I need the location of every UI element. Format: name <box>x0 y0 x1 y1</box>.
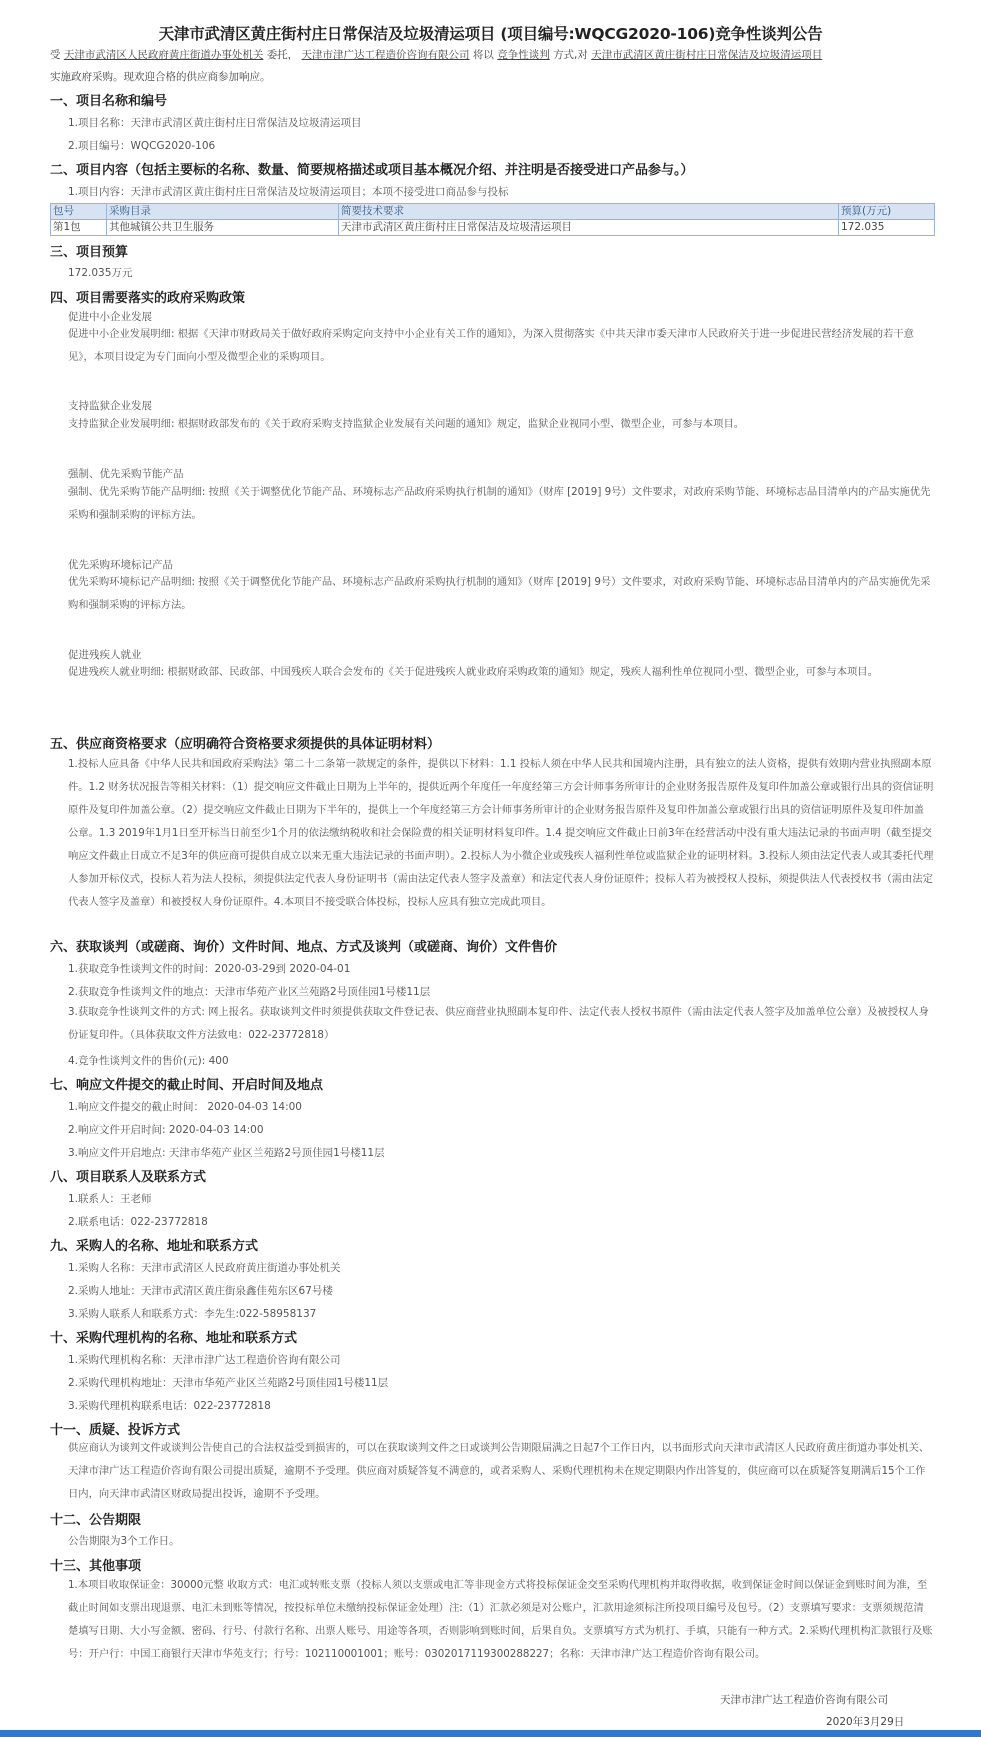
intro-text: 将以 <box>472 49 494 61</box>
package-table <box>50 203 935 236</box>
policy-title: 优先采购环境标记产品 <box>68 559 173 571</box>
agency-address: 2.采购代理机构地址：天津市华苑产业区兰苑路2号顶佳园1号楼11层 <box>68 1377 389 1389</box>
table-cell: 其他城镇公共卫生服务 <box>107 220 339 236</box>
section-12-heading: 十二、公告期限 <box>50 1513 142 1528</box>
deadline: 1.响应文件提交的截止时间： 2020-04-03 14:00 <box>68 1101 302 1113</box>
purchaser-contact: 3.采购人联系人和联系方式：李先生:022-58958137 <box>68 1308 317 1320</box>
table-header-cell: 简要技术要求 <box>339 204 839 220</box>
section-6-heading: 六、获取谈判（或磋商、询价）文件时间、地点、方式及谈判（或磋商、询价）文件售价 <box>50 940 558 955</box>
section-11-heading: 十一、质疑、投诉方式 <box>50 1423 181 1438</box>
section-1-heading: 一、项目名称和编号 <box>50 94 168 109</box>
section-10-heading: 十、采购代理机构的名称、地址和联系方式 <box>50 1331 298 1346</box>
table-cell: 172.035 <box>839 220 935 236</box>
doc-time: 1.获取竞争性谈判文件的时间：2020-03-29到 2020-04-01 <box>68 963 351 975</box>
table-header-cell: 预算(万元) <box>839 204 935 220</box>
notice-period: 公告期限为3个工作日。 <box>68 1535 180 1547</box>
qualification-text: 1.投标人应具备《中华人民共和国政府采购法》第二十二条第一款规定的条件，提供以下材料：1.1 投标人须在中华人民共和国境内注册，具有独立的法人资格，提供有效期内营业执照副本原件。1.2 财务状况报告等相关材料：（1）提交响应文件截止日期为上半年的，提供近两个年度任一年度经第三方会计师事务所审计的企业财务报告原件及复印件加盖公章或银行出具的资信证明原件及复印件加盖公章。（2）提交响应文件截止日期为下半年的，提供上一个年度经第三方会计师事务所审计的企业财务报告原件及复印件加盖公章或银行出具的资信证明原件及复印件加盖公章。1.3 2019年1月1日至开标当日前至少1个月的依法缴纳税收和社会保险费的相关证明材料复印件。1.4 提交响应文件截止日前3年在经营活动中没有重大违法记录的书面声明（截至提交响应文件截止日成立不足3年的供应商可提供自成立以来无重大违法记录的书面声明）。2.投标人为小微企业或残疾人福利性单位或监狱企业的证明材料。3.投标人须由法定代表人或其委托代理人参加开标仪式，投标人若为法人投标，须提供法定代表人身份证明书（需由法定代表人签字及盖章）和法定代表人身份证原件；投标人若为被授权人投标，须提供法人代表授权书（需由法定代表人签字及盖章）和被授权人身份证原件。4.本项目不接受联合体投标，投标人应具有独立完成此项目。 <box>68 758 934 908</box>
other-matters-text: 1.本项目收取保证金：30000元整 收取方式：电汇或转账支票（投标人须以支票或电汇等非现金方式将投标保证金交至采购代理机构并取得收据，收到保证金时间以保证金到账时间为准，至截止时间如支票出现退票、电汇未到账等情况，按投标单位未缴纳投标保证金处理）注:（1）汇款必须是对公账户，汇款用途须标注所投项目编号及包号。（2）支票填写要求：支票须规范清楚填写日期、大小写金额、密码、行号、付款行名称、出票人账号、用途等各项，否则影响到账时间，后果自负。支票填写方式为机打、手填，只能有一种方式。2.采购代理机构汇款银行及账号：开户行：中国工商银行天津市华苑支行；行号：102110001001；账号：0302017119300288227；名称：天津市津广达工程造价咨询有限公司。 <box>68 1579 933 1660</box>
project-name: 1.项目名称：天津市武清区黄庄街村庄日常保洁及垃圾清运项目 <box>68 117 362 129</box>
section-7-heading: 七、响应文件提交的截止时间、开启时间及地点 <box>50 1078 324 1093</box>
policy-text: 促进中小企业发展明细: 根据《天津市财政局关于做好政府采购定向支持中小企业有关工作的通知》，为深入贯彻落实《中共天津市委天津市人民政府关于进一步促进民营经济发展的若干意见》，本项目设定为专门面向小型及微型企业的采购项目。 <box>68 328 914 363</box>
section-4-heading: 四、项目需要落实的政府采购政策 <box>50 291 246 306</box>
purchaser-name: 1.采购人名称：天津市武清区人民政府黄庄街道办事处机关 <box>68 1262 341 1274</box>
intro-text: 委托， <box>266 49 299 61</box>
signature-company: 天津市津广达工程造价咨询有限公司 <box>720 1694 888 1706</box>
contact-phone: 2.联系电话：022-23772818 <box>68 1216 208 1228</box>
open-location: 3.响应文件开启地点: 天津市华苑产业区兰苑路2号顶佳园1号楼11层 <box>68 1147 385 1159</box>
intro-text: 受 <box>50 49 61 61</box>
doc-method: 3.获取竞争性谈判文件的方式: 网上报名。获取谈判文件时须提供获取文件登记表、供应商营业执照副本复印件、法定代表人授权书原件（需由法定代表人签字及加盖单位公章）及被授权人身份证复印件。（具体获取文件方法致电：022-23772818） <box>68 1006 929 1041</box>
policy-text: 强制、优先采购节能产品明细: 按照《关于调整优化节能产品、环境标志产品政府采购执行机制的通知》（财库 [2019] 9号）文件要求，对政府采购节能、环境标志品目清单内的产品实施优先采购和强制采购的评标方法。 <box>68 486 931 521</box>
section-8-heading: 八、项目联系人及联系方式 <box>50 1170 207 1185</box>
table-cell: 第1包 <box>51 220 107 236</box>
doc-price: 4.竞争性谈判文件的售价(元): 400 <box>68 1055 229 1067</box>
purchaser-address: 2.采购人地址：天津市武清区黄庄街泉鑫佳苑东区67号楼 <box>68 1285 333 1297</box>
signature-date: 2020年3月29日 <box>826 1716 905 1728</box>
table-cell: 天津市武清区黄庄街村庄日常保洁及垃圾清运项目 <box>339 220 839 236</box>
table-header-cell: 包号 <box>51 204 107 220</box>
intro-line-2: 实施政府采购。现欢迎合格的供应商参加响应。 <box>50 71 271 83</box>
intro-agency: 天津市津广达工程造价咨询有限公司 <box>301 49 470 61</box>
agency-name: 1.采购代理机构名称：天津市津广达工程造价咨询有限公司 <box>68 1354 341 1366</box>
policy-text: 优先采购环境标记产品明细: 按照《关于调整优化节能产品、环境标志产品政府采购执行机制的通知》（财库 [2019] 9号）文件要求，对政府采购节能、环境标志品目清单内的产品实施优先采购和强制采购的评标方法。 <box>68 576 931 611</box>
table-header-row <box>51 204 935 220</box>
policy-text: 支持监狱企业发展明细: 根据财政部发布的《关于政府采购支持监狱企业发展有关问题的通知》规定，监狱企业视同小型、微型企业，可参与本项目。 <box>68 418 745 430</box>
section-3-heading: 三、项目预算 <box>50 245 129 260</box>
table-header-cell: 采购目录 <box>107 204 339 220</box>
section-2-heading: 二、项目内容（包括主要标的名称、数量、简要规格描述或项目基本概况介绍、并注明是否接受进口产品参与。） <box>50 163 694 178</box>
project-code: 2.项目编号：WQCG2020-106 <box>68 140 216 152</box>
section-13-heading: 十三、其他事项 <box>50 1559 142 1574</box>
doc-location: 2.获取竞争性谈判文件的地点：天津市华苑产业区兰苑路2号顶佳园1号楼11层 <box>68 986 431 998</box>
page-title: 天津市武清区黄庄街村庄日常保洁及垃圾清运项目 (项目编号:WQCG2020-106)竞争性谈判公告 <box>158 25 823 43</box>
contact-person: 1.联系人：王老师 <box>68 1193 152 1205</box>
complaint-text: 供应商认为谈判文件或谈判公告使自己的合法权益受到损害的，可以在获取谈判文件之日或谈判公告期限届满之日起7个工作日内，以书面形式向天津市武清区人民政府黄庄街道办事处机关、天津市津广达工程造价咨询有限公司提出质疑，逾期不予受理。供应商对质疑答复不满意的，或者采购人、采购代理机构未在规定期限内作出答复的，供应商可以在质疑答复期满后15个工作日内，向天津市武清区财政局提出投诉，逾期不予受理。 <box>68 1442 930 1500</box>
intro-text: 方式,对 <box>553 49 588 61</box>
policy-text: 促进残疾人就业明细: 根据财政部、民政部、中国残疾人联合会发布的《关于促进残疾人就业政府采购政策的通知》规定，残疾人福利性单位视同小型、微型企业，可参与本项目。 <box>68 666 878 678</box>
project-content: 1.项目内容：天津市武清区黄庄街村庄日常保洁及垃圾清运项目；本项不接受进口商品参与投标 <box>68 186 509 198</box>
policy-title: 促进残疾人就业 <box>68 649 142 661</box>
intro-project: 天津市武清区黄庄街村庄日常保洁及垃圾清运项目 <box>591 49 823 61</box>
policy-title: 强制、优先采购节能产品 <box>68 468 184 480</box>
intro-method: 竞争性谈判 <box>497 49 550 61</box>
policy-title: 促进中小企业发展 <box>68 311 152 323</box>
project-budget: 172.035万元 <box>68 267 133 279</box>
agency-phone: 3.采购代理机构联系电话：022-23772818 <box>68 1400 271 1412</box>
policy-title: 支持监狱企业发展 <box>68 400 152 412</box>
section-5-heading: 五、供应商资格要求（应明确符合资格要求须提供的具体证明材料） <box>50 737 441 752</box>
intro-client: 天津市武清区人民政府黄庄街道办事处机关 <box>63 49 264 61</box>
open-time: 2.响应文件开启时间: 2020-04-03 14:00 <box>68 1124 264 1136</box>
bottom-bar <box>0 1730 981 1737</box>
section-9-heading: 九、采购人的名称、地址和联系方式 <box>50 1239 259 1254</box>
intro-line-1 <box>50 47 822 62</box>
table-row <box>51 220 935 236</box>
